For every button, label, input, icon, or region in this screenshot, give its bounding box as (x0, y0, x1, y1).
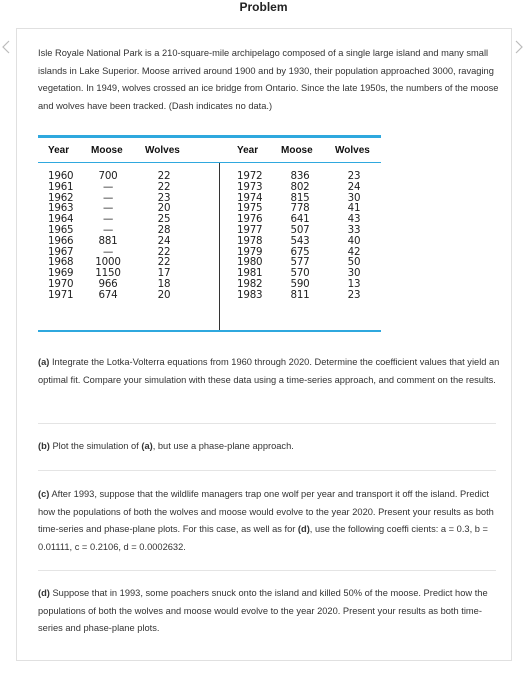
table-cell: 30 (347, 267, 361, 280)
table-cell: 1964 (48, 213, 74, 226)
part-b-text: Plot the simulation of (49, 441, 142, 451)
table-cell: — (102, 202, 114, 215)
table-cell: 1973 (237, 180, 263, 193)
table-cell: 802 (290, 180, 310, 193)
part-d-text: Suppose that in 1993, some poachers snuck onto the island and killed 50% of the moose. Predict how the populations of both the wolves and moose would evolve to the year 2020. Present your results as both time-series and phase-plane plots. (38, 588, 488, 634)
part-c-text2: , use the following coeffi cients: a = 0.3, b = 0.01111, c = 0.2106, d = 0.0002632. (38, 524, 488, 552)
table-cell: 1980 (237, 256, 263, 269)
table-cell: 641 (290, 213, 310, 226)
table-cell: 30 (347, 191, 361, 204)
table-cell: 590 (290, 277, 310, 290)
table-cell: 1970 (48, 277, 74, 290)
data-table (38, 135, 381, 332)
table-cell: 507 (290, 223, 310, 236)
table-cell: 22 (157, 180, 171, 193)
header-year-left: Year (48, 145, 70, 156)
table-cell: 1960 (48, 170, 74, 182)
table-cell: 570 (290, 267, 310, 280)
table-cell: 23 (347, 288, 361, 301)
header-wolves-right: Wolves (335, 145, 370, 156)
col-moose-right (280, 171, 320, 301)
part-c-ref: (d) (297, 524, 310, 535)
table-rule-top (38, 135, 381, 138)
table-cell: 40 (347, 234, 361, 247)
header-moose-right: Moose (281, 145, 313, 156)
table-cell: 1965 (48, 223, 74, 236)
table-cell: 1983 (237, 288, 263, 301)
header-moose-left: Moose (91, 145, 123, 156)
table-cell: 22 (157, 256, 171, 269)
problem-card (16, 28, 512, 661)
divider (38, 570, 496, 571)
chevron-left-icon[interactable] (2, 40, 12, 54)
table-cell: — (102, 191, 114, 204)
table-cell: 675 (290, 245, 310, 258)
table-cell: 1978 (237, 234, 263, 247)
table-cell: 20 (157, 202, 171, 215)
table-column-divider (219, 163, 220, 330)
table-cell: 1967 (48, 245, 74, 258)
table-cell: 1962 (48, 191, 74, 204)
table-cell: 881 (98, 234, 118, 247)
col-year-left (48, 171, 84, 301)
table-cell: 1971 (48, 288, 74, 301)
table-cell: 1982 (237, 277, 263, 290)
header-year-right: Year (237, 145, 259, 156)
table-cell: 836 (290, 170, 310, 182)
chevron-right-icon[interactable] (515, 40, 525, 54)
table-cell: 43 (347, 213, 361, 226)
table-cell: 1979 (237, 245, 263, 258)
table-cell: 50 (347, 256, 361, 269)
divider (38, 470, 496, 471)
part-a-text: Integrate the Lotka-Volterra equations from 1960 through 2020. Determine the coefficient values that yield an optimal fit. Compare your simulation with these data using a time-series approach, and comment on the results. (38, 357, 500, 385)
table-cell: — (102, 245, 114, 258)
table-cell: 1974 (237, 191, 263, 204)
table-cell: 1972 (237, 170, 263, 182)
table-cell: 23 (347, 170, 361, 182)
table-cell: 1969 (48, 267, 74, 280)
table-cell: 778 (290, 202, 310, 215)
table-cell: 1000 (95, 256, 121, 269)
part-a (38, 354, 500, 389)
table-cell: 577 (290, 256, 310, 269)
table-cell: — (102, 223, 114, 236)
table-cell: 33 (347, 223, 361, 236)
part-b (38, 438, 500, 456)
table-cell: 22 (157, 245, 171, 258)
table-cell: 28 (157, 223, 171, 236)
table-rule-mid (38, 162, 381, 163)
table-cell: 17 (157, 267, 171, 280)
table-cell: 18 (157, 277, 171, 290)
part-b-ref: (a) (141, 441, 153, 451)
header-wolves-left: Wolves (145, 145, 180, 156)
page-title: Problem (239, 0, 288, 14)
table-cell: 1976 (237, 213, 263, 226)
part-c (38, 486, 500, 556)
problem-intro: Isle Royale National Park is a 210-square-mile archipelago composed of a single large island and many small islands in Lake Superior. Moose arrived around 1900 and by 1930, their population approached 3000, ravaging vegetation. In 1949, wolves crossed an ice bridge from Ontario. Since the late 1950s, the numbers of the moose and wolves have been tracked. (Dash indicates no data.) (38, 48, 499, 111)
table-rule-bottom (38, 330, 381, 332)
table-cell: 700 (98, 170, 118, 182)
table-cell: 674 (98, 288, 118, 301)
table-cell: 24 (347, 180, 361, 193)
divider (38, 423, 496, 424)
table-cell: 1981 (237, 267, 263, 280)
col-moose-left (86, 171, 130, 301)
table-cell: — (102, 180, 114, 193)
table-cell: 1966 (48, 234, 74, 247)
table-cell: 1977 (237, 223, 263, 236)
table-cell: 22 (157, 170, 171, 182)
part-d-label: (d) (38, 588, 50, 598)
table-cell: 41 (347, 202, 361, 215)
table-cell: 42 (347, 245, 361, 258)
col-year-right (237, 171, 273, 301)
part-c-text: After 1993, suppose that the wildlife managers trap one wolf per year and transport it off the island. Predict how the populations of both the wolves and moose would evolve to the year 2020. Present your results as both time-series and phase-plane plots. For this case, as well as for (38, 489, 494, 535)
table-cell: 24 (157, 234, 171, 247)
col-wolves-left (151, 171, 177, 301)
table-cell: 25 (157, 213, 171, 226)
table-cell: 1150 (95, 267, 121, 280)
part-c-label: (c) (38, 489, 50, 499)
table-cell: 815 (290, 191, 310, 204)
table-cell: — (102, 213, 114, 226)
table-cell: 1975 (237, 202, 263, 215)
table-cell: 1961 (48, 180, 74, 193)
part-a-label: (a) (38, 357, 50, 367)
table-cell: 966 (98, 277, 118, 290)
col-wolves-right (341, 171, 367, 301)
table-cell: 20 (157, 288, 171, 301)
table-cell: 1963 (48, 202, 74, 215)
part-b-text2: , but use a phase-plane approach. (152, 441, 294, 451)
part-b-label: (b) (38, 441, 50, 451)
table-cell: 23 (157, 191, 171, 204)
table-cell: 13 (347, 277, 361, 290)
table-cell: 1968 (48, 256, 74, 269)
part-d (38, 585, 500, 638)
table-cell: 543 (290, 234, 310, 247)
table-cell: 811 (290, 288, 310, 301)
